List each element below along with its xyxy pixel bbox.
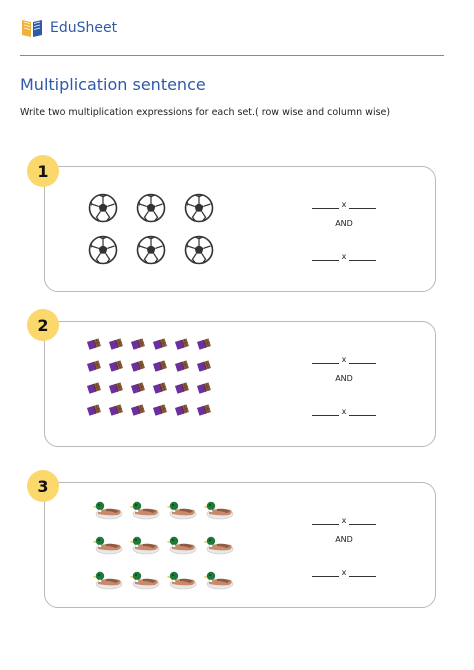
- chocolate-bar-icon: [152, 381, 168, 400]
- duck-icon: [203, 498, 235, 525]
- chocolate-bar-icon: [152, 337, 168, 356]
- chocolate-bar-icon: [196, 403, 212, 422]
- chocolate-bar-icon: [86, 381, 102, 400]
- chocolate-bar-icon: [86, 359, 102, 378]
- chocolate-bar-icon: [108, 337, 124, 356]
- chocolate-bar-icon: [130, 403, 146, 422]
- soccer-ball-icon: [88, 193, 118, 228]
- chocolate-bar-icon: [108, 381, 124, 400]
- duck-icon: [129, 498, 161, 525]
- soccer-ball-icon: [88, 235, 118, 270]
- answer-blank[interactable]: [349, 415, 376, 416]
- answer-blank[interactable]: [312, 260, 339, 261]
- and-label: AND: [335, 535, 353, 544]
- page-title: Multiplication sentence: [20, 75, 206, 94]
- chocolate-bar-icon: [196, 359, 212, 378]
- answer-blank[interactable]: [349, 363, 376, 364]
- times-sign: x: [341, 568, 347, 577]
- duck-icon: [203, 568, 235, 595]
- brand-name: EduSheet: [50, 20, 118, 36]
- chocolate-bar-icon: [130, 337, 146, 356]
- problem-number-badge: 1: [27, 155, 59, 187]
- times-sign: x: [341, 407, 347, 416]
- duck-icon: [92, 568, 124, 595]
- instruction-text: Write two multiplication expressions for each set.( row wise and column wise): [20, 107, 391, 118]
- chocolate-bar-icon: [86, 337, 102, 356]
- chocolate-bar-icon: [196, 337, 212, 356]
- answer-line-column[interactable]: [309, 563, 379, 577]
- duck-icon: [129, 568, 161, 595]
- soccer-ball-icon: [136, 193, 166, 228]
- chocolate-bar-icon: [174, 381, 190, 400]
- answer-blank[interactable]: [349, 260, 376, 261]
- duck-icon: [166, 533, 198, 560]
- chocolate-bar-icon: [86, 403, 102, 422]
- open-book-icon: [20, 16, 44, 40]
- chocolate-bar-icon: [174, 403, 190, 422]
- answer-blank[interactable]: [349, 576, 376, 577]
- chocolate-bar-icon: [152, 359, 168, 378]
- answer-line-row[interactable]: [309, 195, 379, 209]
- chocolate-bar-icon: [152, 403, 168, 422]
- soccer-ball-icon: [184, 235, 214, 270]
- soccer-ball-icon: [184, 193, 214, 228]
- duck-icon: [92, 533, 124, 560]
- times-sign: x: [341, 516, 347, 525]
- answer-line-column[interactable]: [309, 402, 379, 416]
- chocolate-bar-icon: [130, 359, 146, 378]
- duck-icon: [166, 498, 198, 525]
- answer-area: [309, 350, 379, 416]
- times-sign: x: [341, 252, 347, 261]
- answer-blank[interactable]: [312, 208, 339, 209]
- and-label: AND: [335, 219, 353, 228]
- duck-icon: [166, 568, 198, 595]
- answer-area: [309, 511, 379, 577]
- problem-card: [44, 321, 436, 447]
- problem-number-badge: 3: [27, 470, 59, 502]
- duck-icon: [92, 498, 124, 525]
- times-sign: x: [341, 200, 347, 209]
- chocolate-bar-icon: [174, 337, 190, 356]
- answer-area: [309, 195, 379, 261]
- answer-blank[interactable]: [312, 363, 339, 364]
- and-label: AND: [335, 374, 353, 383]
- answer-line-column[interactable]: [309, 247, 379, 261]
- duck-icon: [203, 533, 235, 560]
- answer-blank[interactable]: [349, 208, 376, 209]
- problem-card: [44, 166, 436, 292]
- header-divider: [20, 55, 444, 56]
- answer-blank[interactable]: [312, 415, 339, 416]
- chocolate-bar-icon: [130, 381, 146, 400]
- chocolate-bar-icon: [196, 381, 212, 400]
- answer-blank[interactable]: [312, 524, 339, 525]
- header: [20, 16, 117, 40]
- soccer-ball-icon: [136, 235, 166, 270]
- answer-line-row[interactable]: [309, 350, 379, 364]
- chocolate-bar-icon: [108, 403, 124, 422]
- chocolate-bar-icon: [174, 359, 190, 378]
- duck-icon: [129, 533, 161, 560]
- chocolate-bar-icon: [108, 359, 124, 378]
- problem-number-badge: 2: [27, 309, 59, 341]
- times-sign: x: [341, 355, 347, 364]
- answer-blank[interactable]: [349, 524, 376, 525]
- answer-blank[interactable]: [312, 576, 339, 577]
- answer-line-row[interactable]: [309, 511, 379, 525]
